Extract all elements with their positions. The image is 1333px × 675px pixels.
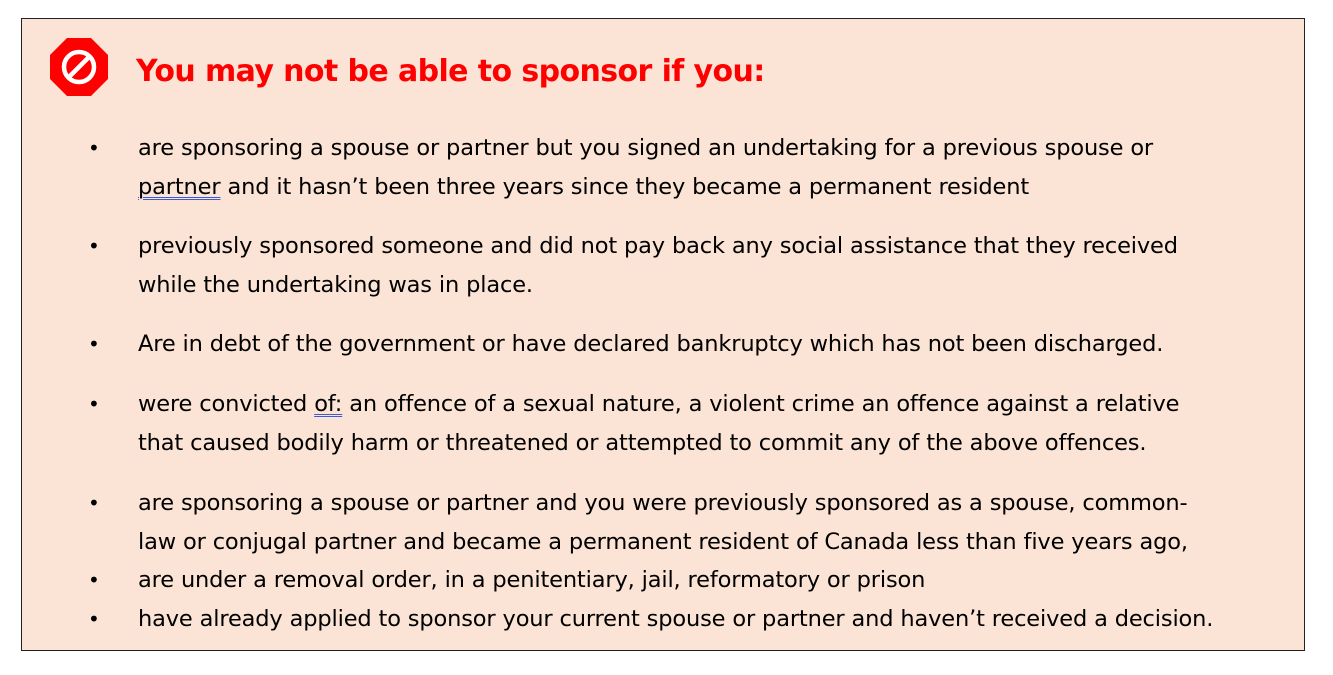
bullet: • xyxy=(88,607,100,631)
list-item-text: that caused bodily harm or threatened or attempted to commit any of the above offences. xyxy=(138,429,1147,456)
prohibited-stop-icon xyxy=(50,38,108,96)
list-item-text xyxy=(138,168,1029,207)
list-item-text: while the undertaking was in place. xyxy=(138,271,533,298)
grammar-flagged-word: partner xyxy=(138,173,221,200)
notice-heading: You may not be able to sponsor if you: xyxy=(136,54,765,89)
bullet: • xyxy=(88,491,100,515)
list-item-text: Are in debt of the government or have declared bankruptcy which has not been discharged. xyxy=(138,331,1164,357)
list-item-text: law or conjugal partner and became a permanent resident of Canada less than five years ago, xyxy=(138,528,1188,555)
bullet: • xyxy=(88,568,100,592)
list-item-text: are under a removal order, in a penitentiary, jail, reformatory or prison xyxy=(138,567,926,593)
bullet: • xyxy=(88,392,100,416)
list-item-text: are sponsoring a spouse or partner and you were previously sponsored as a spouse, common- xyxy=(138,490,1188,516)
list-item-text-rest: an offence of a sexual nature, a violent crime an offence against a relative xyxy=(342,391,1180,417)
list-item-text xyxy=(138,385,1179,424)
list-item-text: previously sponsored someone and did not pay back any social assistance that they received xyxy=(138,233,1178,259)
list-item-text: are sponsoring a spouse or partner but you signed an undertaking for a previous spouse or xyxy=(138,135,1154,161)
list-item-text-pre: were convicted xyxy=(138,391,315,417)
list-item-text: have already applied to sponsor your current spouse or partner and haven’t received a decision. xyxy=(138,606,1214,632)
grammar-flagged-word: of: xyxy=(314,391,343,417)
bullet: • xyxy=(88,234,100,258)
list-item-text-rest: and it hasn’t been three years since they became a permanent resident xyxy=(220,173,1030,200)
bullet: • xyxy=(88,332,100,356)
notice-box xyxy=(21,18,1305,651)
bullet: • xyxy=(88,136,100,160)
